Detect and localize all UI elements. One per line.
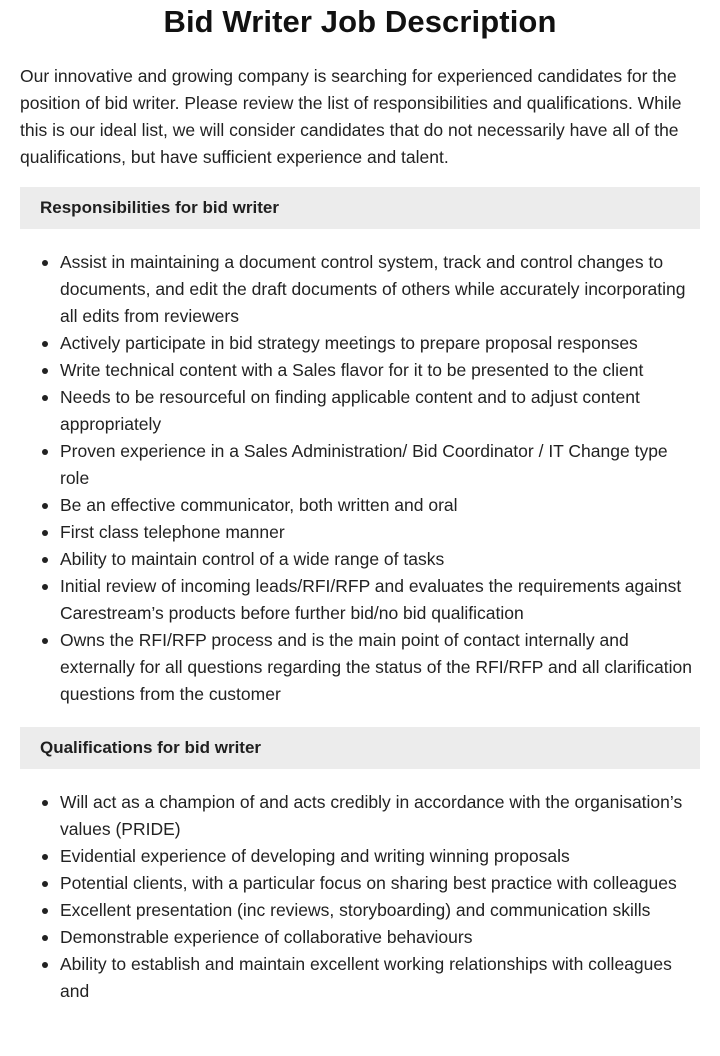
list-item-text: Assist in maintaining a document control system, track and control changes to documents, and edit the draft documents of others while accurately incorporating all edits from reviewers: [60, 252, 686, 326]
list-item: [60, 492, 700, 519]
list-item: [60, 519, 700, 546]
responsibilities-list: [20, 249, 700, 708]
list-item: [60, 330, 700, 357]
list-item: [60, 924, 700, 951]
bullet-icon: [42, 341, 48, 347]
bullet-icon: [42, 503, 48, 509]
bullet-icon: [42, 962, 48, 968]
bullet-icon: [42, 800, 48, 806]
bullet-icon: [42, 584, 48, 590]
qualifications-heading: Qualifications for bid writer: [20, 727, 700, 769]
list-item-text: Initial review of incoming leads/RFI/RFP and evaluates the requirements against Carestream’s products before further bid/no bid qualification: [60, 576, 682, 623]
list-item-text: Write technical content with a Sales flavor for it to be presented to the client: [60, 360, 644, 380]
bullet-icon: [42, 638, 48, 644]
list-item: [60, 627, 700, 708]
bullet-icon: [42, 557, 48, 563]
bullet-icon: [42, 935, 48, 941]
list-item-text: Potential clients, with a particular focus on sharing best practice with colleagues: [60, 873, 677, 893]
list-item-text: Needs to be resourceful on finding applicable content and to adjust content appropriately: [60, 387, 640, 434]
list-item-text: Proven experience in a Sales Administration/ Bid Coordinator / IT Change type role: [60, 441, 668, 488]
list-item: [60, 249, 700, 330]
list-item-text: Owns the RFI/RFP process and is the main point of contact internally and externally for all questions regarding the status of the RFI/RFP and all clarification questions from the customer: [60, 630, 692, 704]
bullet-icon: [42, 260, 48, 266]
list-item: [60, 438, 700, 492]
list-item: [60, 897, 700, 924]
list-item-text: Ability to maintain control of a wide range of tasks: [60, 549, 445, 569]
list-item-text: Will act as a champion of and acts credibly in accordance with the organisation’s values (PRIDE): [60, 792, 683, 839]
list-item: [60, 843, 700, 870]
list-item: [60, 384, 700, 438]
bullet-icon: [42, 449, 48, 455]
list-item: [60, 951, 700, 1005]
bullet-icon: [42, 854, 48, 860]
list-item: [60, 789, 700, 843]
list-item-text: Actively participate in bid strategy meetings to prepare proposal responses: [60, 333, 638, 353]
bullet-icon: [42, 395, 48, 401]
bullet-icon: [42, 368, 48, 374]
list-item: [60, 870, 700, 897]
qualifications-list: [20, 789, 700, 1005]
list-item-text: Evidential experience of developing and writing winning proposals: [60, 846, 570, 866]
list-item: [60, 573, 700, 627]
list-item-text: First class telephone manner: [60, 522, 285, 542]
bullet-icon: [42, 881, 48, 887]
list-item-text: Excellent presentation (inc reviews, storyboarding) and communication skills: [60, 900, 651, 920]
list-item: [60, 546, 700, 573]
list-item-text: Be an effective communicator, both written and oral: [60, 495, 458, 515]
responsibilities-heading: Responsibilities for bid writer: [20, 187, 700, 229]
list-item-text: Ability to establish and maintain excellent working relationships with colleagues and: [60, 954, 672, 1001]
bullet-icon: [42, 908, 48, 914]
page-title: Bid Writer Job Description: [163, 4, 557, 39]
bullet-icon: [42, 530, 48, 536]
list-item-text: Demonstrable experience of collaborative behaviours: [60, 927, 473, 947]
list-item: [60, 357, 700, 384]
intro-paragraph: Our innovative and growing company is searching for experienced candidates for the position of bid writer. Please review the list of responsibilities and qualifications. While this is our ideal list, we will consider candidates that do not necessarily have all of the qualifications, but have sufficient experience and talent.: [20, 66, 682, 167]
